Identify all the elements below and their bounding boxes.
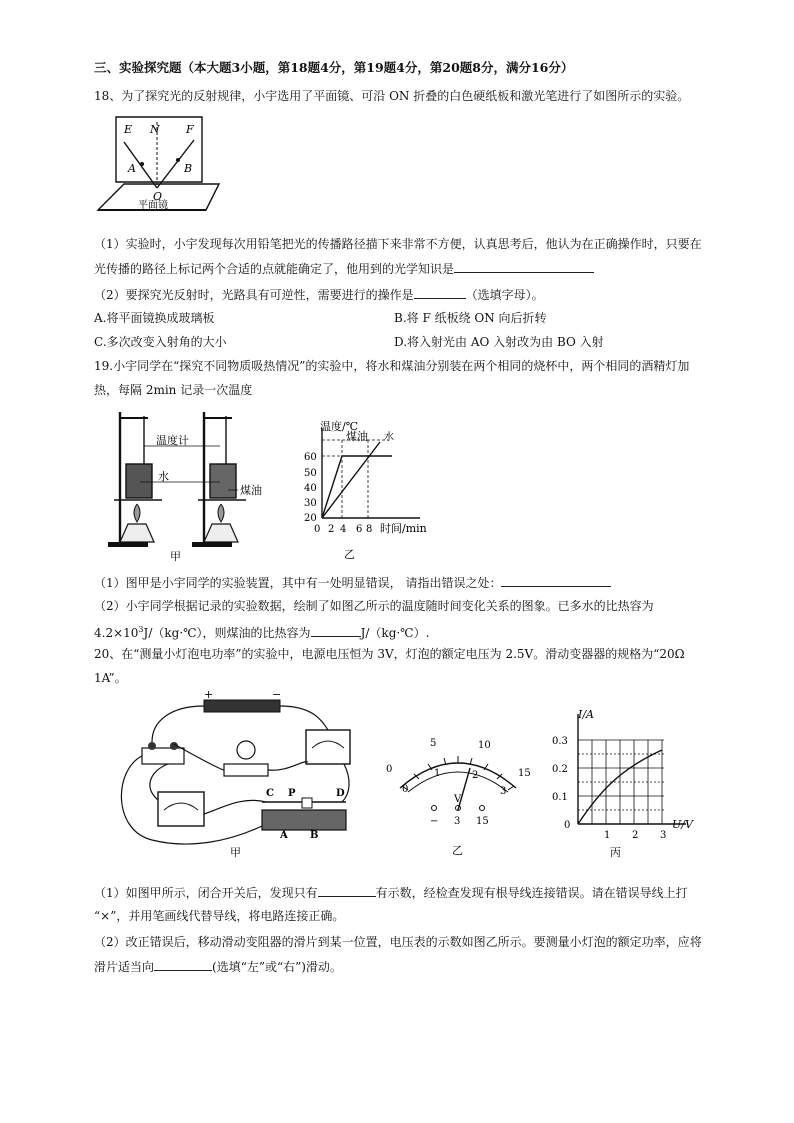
caption-yi: 乙	[452, 844, 463, 857]
q19-p1-text: （1）图甲是小宇同学的实验装置，其中有一处明显错误， 请指出错误之处：	[94, 576, 502, 590]
q20-p1-text-b: 有示数，经检查发现有根导线连接错误。请在错误导线上打	[375, 886, 688, 900]
label-O: O	[153, 190, 163, 203]
label-rheo-A: A	[280, 830, 288, 841]
q20-figure-jia	[112, 690, 382, 860]
x-tick-2: 2	[328, 524, 335, 535]
x-tick-2: 2	[632, 830, 639, 841]
q20-p2-text-b: (选填“左”或“右”)滑动。	[212, 960, 342, 974]
q20-stem-line2: 1A”。	[94, 671, 127, 685]
q19-stem-line1: 19.小宇同学在“探究不同物质吸热情况”的实验中，将水和煤油分别装在两个相同的烧杯中，两个相同的酒精灯加	[94, 359, 690, 373]
line-water	[322, 442, 380, 518]
q20-p1-line1	[94, 884, 688, 901]
x-tick-4: 4	[340, 524, 347, 535]
label-P: P	[288, 788, 296, 799]
q20-p2-line1: （2）改正错误后，移动滑动变阻器的滑片到某一位置，电压表的示数如图乙所示。要测量小灯泡的额定功率，应将	[94, 935, 702, 949]
y-tick-30: 30	[304, 498, 317, 509]
scale-bottom-0: 0	[402, 784, 409, 795]
label-water: 水	[158, 470, 169, 483]
q19-p1-answer-blank[interactable]	[501, 574, 611, 587]
y-tick-20: 20	[304, 513, 317, 524]
y-tick-0.3: 0.3	[552, 736, 568, 747]
q20-figure-yi	[378, 730, 538, 862]
y-tick-60: 60	[304, 452, 317, 463]
y-tick-40: 40	[304, 483, 317, 494]
y-axis-label: 温度/℃	[320, 420, 359, 433]
x-tick-0: 0	[314, 524, 321, 535]
y-tick-0.1: 0.1	[552, 792, 568, 803]
y-axis-label: I/A	[578, 708, 594, 721]
q18-option-c: C.多次改变入射角的大小	[94, 335, 227, 349]
label-kerosene-line: 煤油	[346, 430, 368, 443]
terminal-15: 15	[476, 816, 489, 827]
q18-p2-tail: （选填字母）。	[465, 288, 544, 302]
x-tick-labels	[314, 524, 372, 535]
caption-jia: 甲	[170, 550, 181, 563]
q18-p2	[94, 286, 544, 303]
q19-p2-mid: J/（kg·℃），则煤油的比热容为	[143, 626, 311, 640]
scale-left-0: 0	[386, 764, 393, 775]
x-tick-1: 1	[604, 830, 611, 841]
x-tick-6: 6	[356, 524, 363, 535]
q18-figure	[94, 112, 224, 217]
q18-option-d: D.将入射光由 AO 入射改为由 BO 入射	[394, 335, 604, 349]
q19-p2-exp: 3	[138, 625, 144, 634]
q18-option-a: A.将平面镜换成玻璃板	[94, 311, 215, 325]
label-E: E	[124, 123, 133, 136]
q20-p2-text-a: 滑片适当向	[94, 960, 155, 974]
q18-p1-line1: （1）实验时，小宇发现每次用铅笔把光的传播路径描下来非常不方便，认真思考后，他认为在正确操作时，只要在	[94, 237, 702, 251]
q18-p2-answer-blank[interactable]	[414, 286, 466, 299]
scale-right-15: 15	[518, 768, 531, 779]
q20-p1-answer-blank[interactable]	[318, 884, 376, 897]
q18-p1-text: 光传播的路径上标记两个合适的点就能确定了，他用到的光学知识是	[94, 262, 455, 276]
scale-top-5: 5	[430, 738, 437, 749]
y-tick-0: 0	[564, 820, 571, 831]
x-axis-label: U/V	[672, 818, 693, 831]
q19-p1	[94, 574, 611, 591]
q19-p2-prefix: 4.2×10	[94, 626, 139, 640]
label-D: D	[336, 788, 345, 799]
label-F: F	[186, 123, 194, 136]
label-kerosene: 煤油	[240, 484, 262, 497]
q19-p2-line1: （2）小宇同学根据记录的实验数据，绘制了如图乙所示的温度随时间变化关系的图象。已多水的比热容为	[94, 599, 654, 613]
q20-p2-line2	[94, 958, 342, 975]
caption-bing: 丙	[610, 846, 621, 859]
label-thermometer: 温度计	[156, 434, 189, 447]
q19-p2-line2	[94, 622, 429, 641]
y-tick-0.2: 0.2	[552, 764, 568, 775]
x-axis-label: 时间/min	[380, 522, 427, 535]
terminal-3: 3	[454, 816, 461, 827]
label-C: C	[266, 788, 274, 799]
q20-figure-bing	[548, 704, 698, 864]
label-B: B	[184, 162, 193, 175]
y-tick-labels	[304, 452, 317, 524]
q20-stem-line1: 20、在“测量小灯泡电功率”的实验中，电源电压恒为 3V，灯泡的额定电压为 2.5V。滑动变器器的规格为“20Ω	[94, 647, 685, 661]
label-N: N	[150, 123, 160, 136]
q18-p2-text: （2）要探究光反射时，光路具有可逆性，需要进行的操作是	[94, 288, 414, 302]
label-rheo-B: B	[310, 830, 319, 841]
scale-top-10: 10	[478, 740, 491, 751]
q19-stem-line2: 热，每隔 2min 记录一次温度	[94, 383, 253, 397]
q20-p1-line2: “×”，并用笔画线代替导线，将电路连接正确。	[94, 909, 345, 923]
section-heading: 三、实验探究题（本大题3小题，第18题4分，第19题4分，第20题8分，满分16分）	[94, 60, 574, 75]
terminal-minus: −	[430, 816, 439, 827]
q18-p1-line2	[94, 260, 594, 277]
q18-option-b: B.将 F 纸板绕 ON 向后折转	[394, 311, 547, 325]
label-A: A	[128, 162, 136, 175]
label-water-line: 水	[384, 432, 394, 443]
q19-figure-yi	[292, 416, 442, 566]
x-tick-8: 8	[366, 524, 373, 535]
caption-yi: 乙	[344, 548, 355, 561]
scale-bottom-1: 1	[434, 768, 441, 779]
line-kerosene	[322, 456, 342, 518]
battery-plus: +	[204, 690, 214, 701]
q20-p2-answer-blank[interactable]	[154, 958, 212, 971]
battery-minus: −	[272, 690, 282, 701]
q20-p1-text-a: （1）如图甲所示，闭合开关后，发现只有	[94, 886, 318, 900]
caption-jia: 甲	[230, 846, 241, 859]
unit-V: V	[454, 794, 462, 805]
q18-p1-answer-blank[interactable]	[454, 260, 594, 273]
q19-p2-answer-blank[interactable]	[311, 624, 361, 637]
scale-bottom-3: 3	[500, 786, 507, 797]
y-tick-50: 50	[304, 468, 317, 479]
label-mirror: 平面镜	[138, 200, 168, 211]
q19-p2-tail: J/（kg·℃）.	[360, 626, 430, 640]
x-tick-3: 3	[660, 830, 667, 841]
q18-stem: 18、为了探究光的反射规律，小宇选用了平面镜、可沿 ON 折叠的白色硬纸板和激光笔进行了如图所示的实验。	[94, 89, 690, 103]
scale-bottom-2: 2	[472, 770, 479, 781]
q19-figure-jia	[100, 404, 270, 564]
